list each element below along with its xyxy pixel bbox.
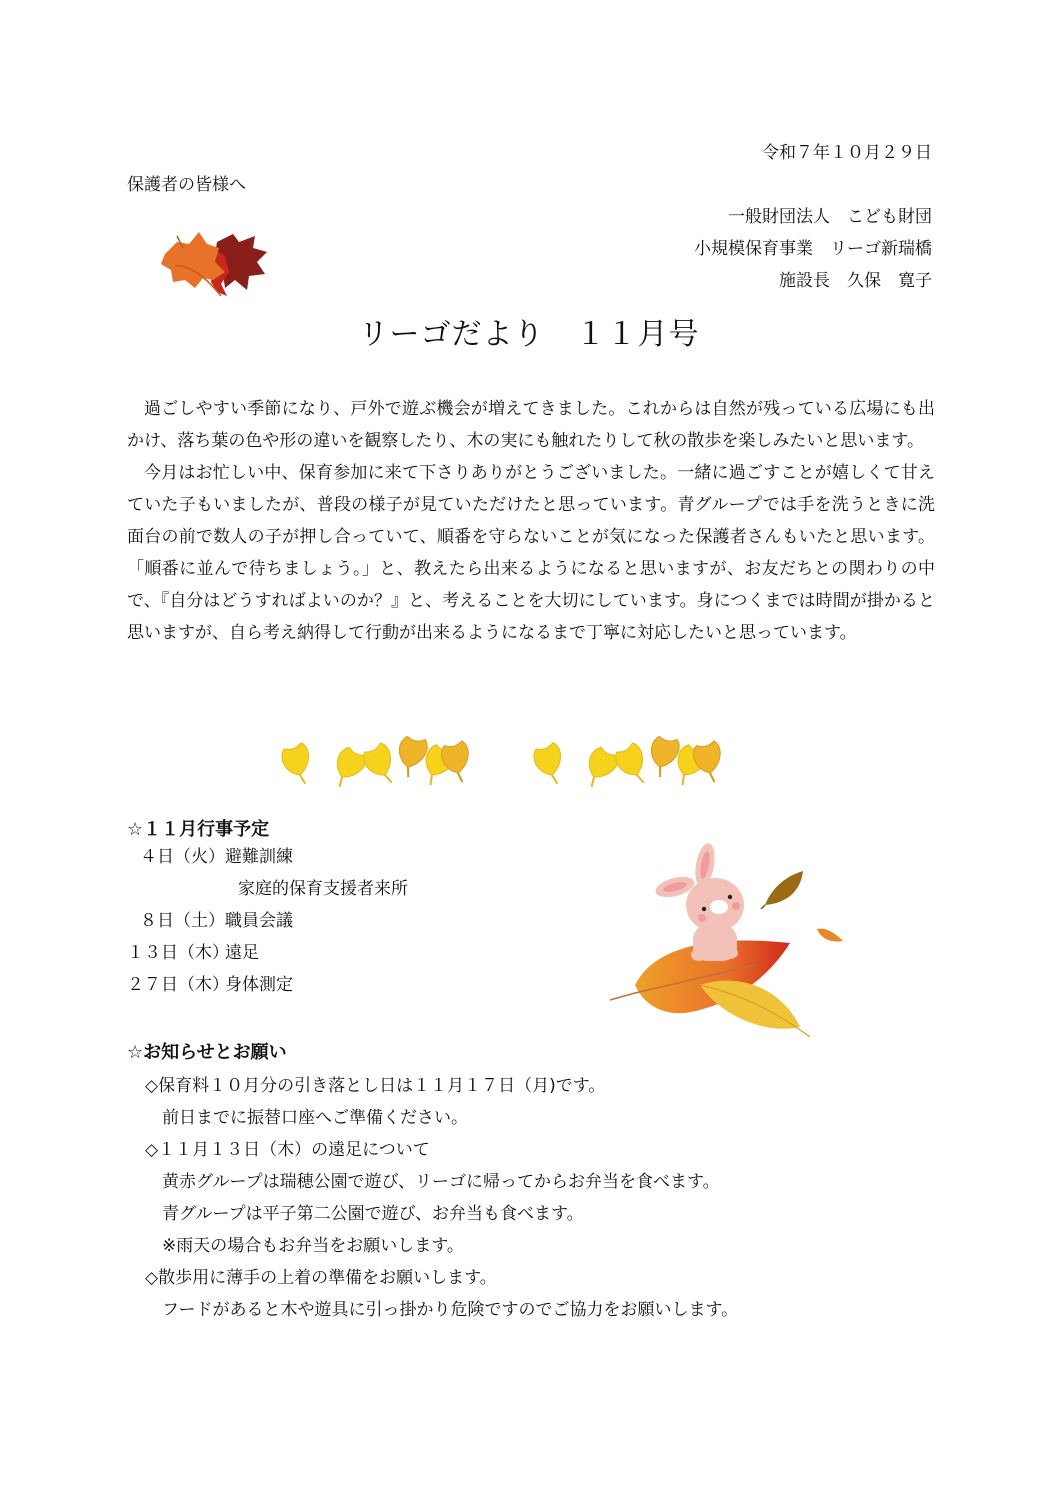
schedule-day: ８日（土） xyxy=(140,911,225,931)
notice-line: ◇保育料１０月分の引き落とし日は１１月１７日（月)です。 xyxy=(145,1076,606,1096)
schedule-event: 避難訓練 xyxy=(225,847,293,867)
sender-facility: 小規模保育事業 リーゴ新瑞橋 xyxy=(694,239,932,259)
maple-leaves-icon xyxy=(155,222,275,302)
notice-line: 青グループは平子第二公園で遊び、お弁当も食べます。 xyxy=(162,1204,584,1224)
schedule-item xyxy=(127,847,293,867)
notice-line: 前日までに振替口座へご準備ください。 xyxy=(162,1108,468,1128)
schedule-event: 職員会議 xyxy=(225,911,293,931)
notice-line: ※雨天の場合もお弁当をお願いします。 xyxy=(162,1236,464,1256)
intro-paragraph-1: 過ごしやすい季節になり、戸外で遊ぶ機会が増えてきました。これからは自然が残っている広場にも出かけ、落ち葉の色や形の違いを観察したり、木の実にも触れたりして秋の散歩を楽しみたいと思います。 xyxy=(127,399,935,451)
schedule-event: 遠足 xyxy=(225,943,259,963)
schedule-event: 家庭的保育支援者来所 xyxy=(238,879,408,899)
newsletter-title: リーゴだより １１月号 xyxy=(358,317,700,352)
notices-heading: ☆お知らせとお願い xyxy=(127,1042,287,1063)
notice-line: 黄赤グループは瑞穂公園で遊び、リーゴに帰ってからお弁当を食べます。 xyxy=(162,1172,720,1192)
recipient: 保護者の皆様へ xyxy=(127,175,246,195)
notice-line: ◇１１月１３日（木）の遠足について xyxy=(145,1140,430,1160)
schedule-event: 身体測定 xyxy=(225,975,293,995)
rabbit-on-leaf-icon xyxy=(605,835,845,1040)
schedule-item xyxy=(127,911,293,931)
schedule-day: ２７日（木） xyxy=(127,975,229,995)
schedule-item xyxy=(127,975,293,995)
sender-director: 施設長 久保 寛子 xyxy=(779,271,932,291)
schedule-item xyxy=(127,879,408,899)
notice-line: ◇散歩用に薄手の上着の準備をお願いします。 xyxy=(145,1268,497,1288)
ginkgo-leaves-border-icon xyxy=(280,735,740,790)
sender-organization: 一般財団法人 こども財団 xyxy=(728,207,932,227)
intro-paragraph-2: 今月はお忙しい中、保育参加に来て下さりありがとうございました。一緒に過ごすことが嬉しくて甘えていた子もいましたが、普段の様子が見ていただけたと思っています。青グループでは手を洗うときに洗面台の前で数人の子が押し合っていて、順番を守らないことが気になった保護者さんもいたと思います。「順番に並んで待ちましょう。」と、教えたら出来るようになると思いますが、お友だちとの関わりの中で、『自分はどうすればよいのか？』と、考えることを大切にしています。身につくまでは時間が掛かると思いますが、自ら考え納得して行動が出来るようになるまで丁寧に対応したいと思っています。 xyxy=(127,463,935,643)
schedule-day: １３日（木） xyxy=(127,943,229,963)
schedule-item xyxy=(127,943,259,963)
notice-line: フードがあると木や遊具に引っ掛かり危険ですのでご協力をお願いします。 xyxy=(162,1300,739,1320)
schedule-day: ４日（火） xyxy=(140,847,225,867)
schedule-heading: ☆１１月行事予定 xyxy=(127,819,270,840)
issue-date: 令和７年１０月２９日 xyxy=(762,143,932,163)
intro-section xyxy=(127,393,935,649)
